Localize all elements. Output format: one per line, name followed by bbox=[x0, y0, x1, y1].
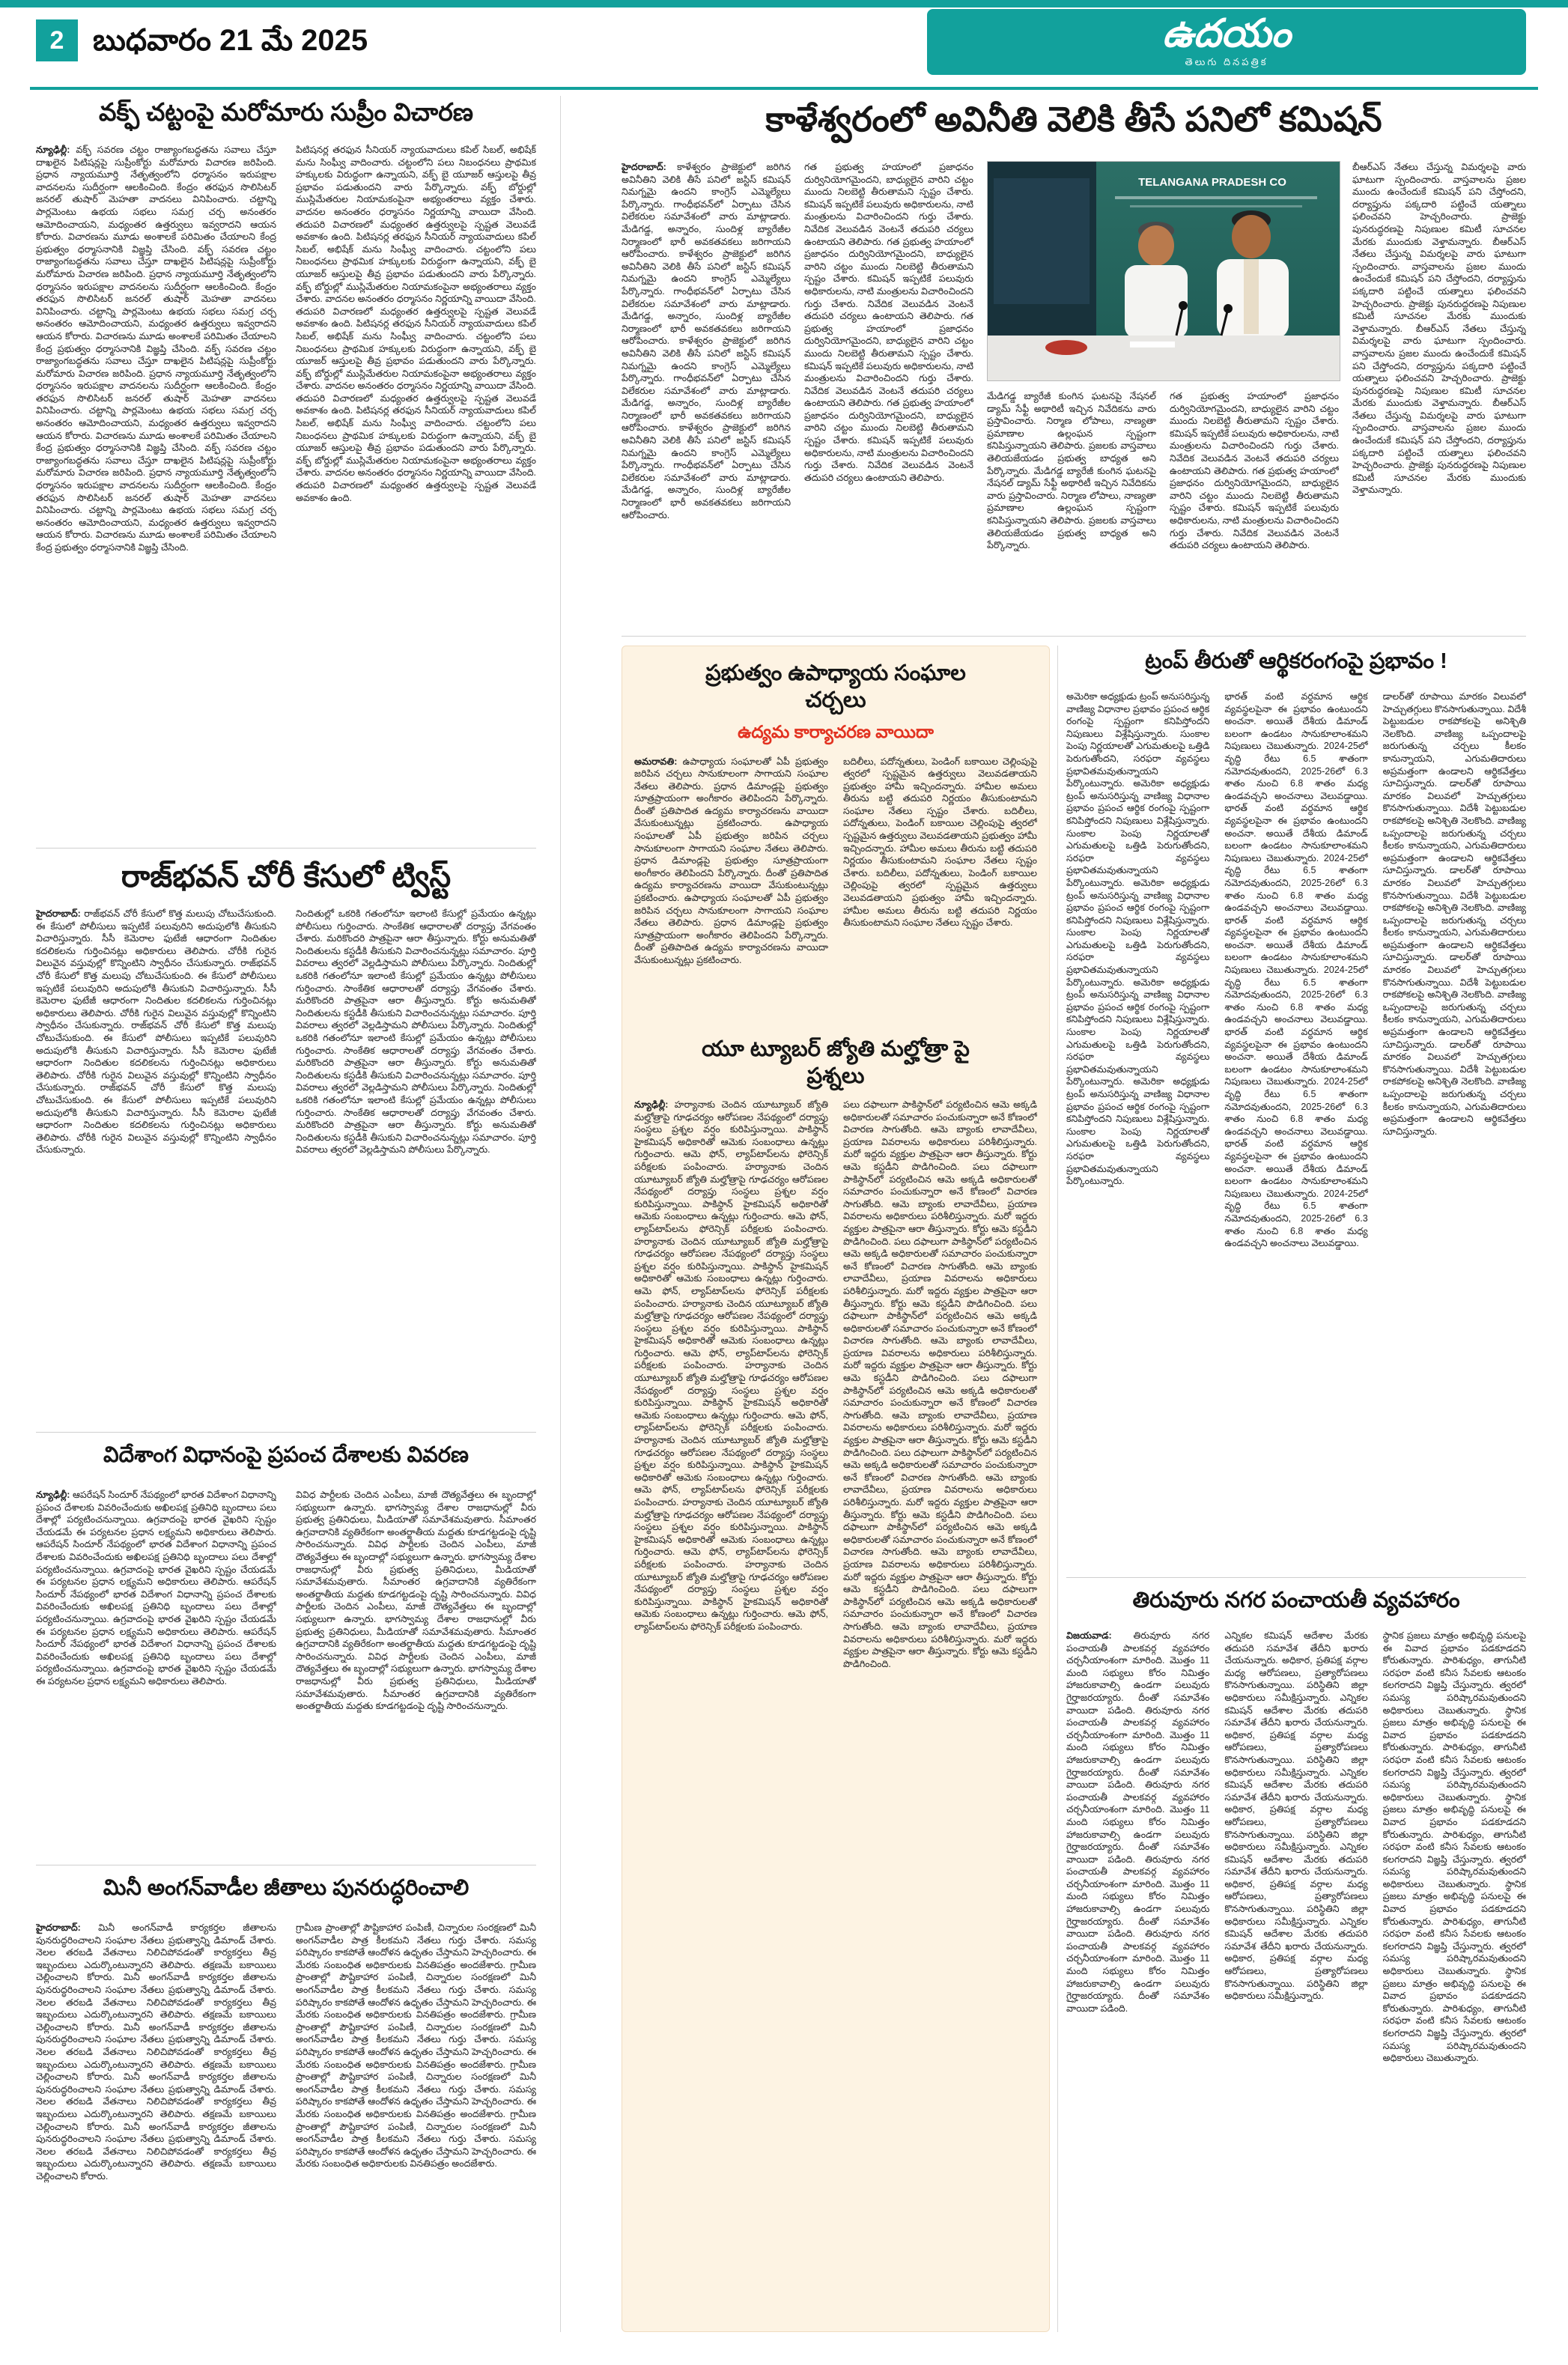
person-left-face bbox=[1138, 225, 1174, 266]
waqf-headline: వక్ఫ్ చట్టంపై మరోమారు సుప్రీం విచారణ bbox=[98, 98, 474, 126]
article-column bbox=[1170, 390, 1339, 627]
article-column bbox=[296, 1489, 536, 1856]
article-column bbox=[1352, 161, 1526, 627]
papers bbox=[1130, 341, 1175, 347]
body-text: వక్ఫ్ సవరణ చట్టం రాజ్యాంగబద్ధతను సవాలు చేస్తూ దాఖలైన పిటిషన్లపై సుప్రీంకోర్టు మరోమారు విచారణ జరిపింది. ప్రధాన న్యాయమూర్తి నేతృత్వంలోని ధర్మాసనం ఇరుపక్షాల వాదనలను సుదీర్ఘంగా ఆలకించింది. కేంద్రం తరఫున సొలిసిటర్ జనరల్ తుషార్ మెహతా వాదనలు వినిపించారు. చట్టాన్ని పార్లమెంటు ఉభయ సభలు సమగ్ర చర్చ అనంతరం ఆమోదించాయని, మధ్యంతర ఉత్తర్వులు ఇవ్వరాదని ఆయన కోరారు. విచారణను మూడు అంశాలకే పరిమితం చేయాలని కేంద్ర ప్రభుత్వం ధర్మాసనానికి విజ్ఞప్తి చేసింది. వక్ఫ్ సవరణ చట్టం రాజ్యాంగబద్ధతను సవాలు చేస్తూ దాఖలైన పిటిషన్లపై సుప్రీంకోర్టు మరోమారు విచారణ జరిపింది. ప్రధాన న్యాయమూర్తి నేతృత్వంలోని ధర్మాసనం ఇరుపక్షాల వాదనలను సుదీర్ఘంగా ఆలకించింది. కేంద్రం తరఫున సొలిసిటర్ జనరల్ తుషార్ మెహతా వాదనలు వినిపించారు. చట్టాన్ని పార్లమెంటు ఉభయ సభలు సమగ్ర చర్చ అనంతరం ఆమోదించాయని, మధ్యంతర ఉత్తర్వులు ఇవ్వరాదని ఆయన కోరారు. విచారణను మూడు అంశాలకే పరిమితం చేయాలని కేంద్ర ప్రభుత్వం ధర్మాసనానికి విజ్ఞప్తి చేసింది. వక్ఫ్ సవరణ చట్టం రాజ్యాంగబద్ధతను సవాలు చేస్తూ దాఖలైన పిటిషన్లపై సుప్రీంకోర్టు మరోమారు విచారణ జరిపింది. ప్రధాన న్యాయమూర్తి నేతృత్వంలోని ధర్మాసనం ఇరుపక్షాల వాదనలను సుదీర్ఘంగా ఆలకించింది. కేంద్రం తరఫున సొలిసిటర్ జనరల్ తుషార్ మెహతా వాదనలు వినిపించారు. చట్టాన్ని పార్లమెంటు ఉభయ సభలు సమగ్ర చర్చ అనంతరం ఆమోదించాయని, మధ్యంతర ఉత్తర్వులు ఇవ్వరాదని ఆయన కోరారు. విచారణను మూడు అంశాలకే పరిమితం చేయాలని కేంద్ర ప్రభుత్వం ధర్మాసనానికి విజ్ఞప్తి చేసింది. వక్ఫ్ సవరణ చట్టం రాజ్యాంగబద్ధతను సవాలు చేస్తూ దాఖలైన పిటిషన్లపై సుప్రీంకోర్టు మరోమారు విచారణ జరిపింది. ప్రధాన న్యాయమూర్తి నేతృత్వంలోని ధర్మాసనం ఇరుపక్షాల వాదనలను సుదీర్ఘంగా ఆలకించింది. కేంద్రం తరఫున సొలిసిటర్ జనరల్ తుషార్ మెహతా వాదనలు వినిపించారు. చట్టాన్ని పార్లమెంటు ఉభయ సభలు సమగ్ర చర్చ అనంతరం ఆమోదించాయని, మధ్యంతర ఉత్తర్వులు ఇవ్వరాదని ఆయన కోరారు. విచారణను మూడు అంశాలకే పరిమితం చేయాలని కేంద్ర ప్రభుత్వం ధర్మాసనానికి విజ్ఞప్తి చేసింది. bbox=[36, 145, 276, 553]
article-column bbox=[1383, 690, 1526, 1568]
article-column bbox=[296, 1922, 536, 2332]
center-panel bbox=[622, 646, 1050, 2332]
article-column bbox=[843, 1099, 1037, 2297]
header-rule bbox=[30, 87, 1538, 90]
body-text: ఎన్నికల కమిషన్ ఆదేశాల మేరకు తదుపరి సమావేశ తేదీని ఖరారు చేయనున్నారు. అధికార, ప్రతిపక్ష వర్గాల మధ్య ఆరోపణలు, ప్రత్యారోపణలు కొనసాగుతున్నాయి. పరిస్థితిని జిల్లా అధికారులు సమీక్షిస్తున్నారు. ఎన్నికల కమిషన్ ఆదేశాల మేరకు తదుపరి సమావేశ తేదీని ఖరారు చేయనున్నారు. అధికార, ప్రతిపక్ష వర్గాల మధ్య ఆరోపణలు, ప్రత్యారోపణలు కొనసాగుతున్నాయి. పరిస్థితిని జిల్లా అధికారులు సమీక్షిస్తున్నారు. ఎన్నికల కమిషన్ ఆదేశాల మేరకు తదుపరి సమావేశ తేదీని ఖరారు చేయనున్నారు. అధికార, ప్రతిపక్ష వర్గాల మధ్య ఆరోపణలు, ప్రత్యారోపణలు కొనసాగుతున్నాయి. పరిస్థితిని జిల్లా అధికారులు సమీక్షిస్తున్నారు. ఎన్నికల కమిషన్ ఆదేశాల మేరకు తదుపరి సమావేశ తేదీని ఖరారు చేయనున్నారు. అధికార, ప్రతిపక్ష వర్గాల మధ్య ఆరోపణలు, ప్రత్యారోపణలు కొనసాగుతున్నాయి. పరిస్థితిని జిల్లా అధికారులు సమీక్షిస్తున్నారు. ఎన్నికల కమిషన్ ఆదేశాల మేరకు తదుపరి సమావేశ తేదీని ఖరారు చేయనున్నారు. అధికార, ప్రతిపక్ష వర్గాల మధ్య ఆరోపణలు, ప్రత్యారోపణలు కొనసాగుతున్నాయి. పరిస్థితిని జిల్లా అధికారులు సమీక్షిస్తున్నారు. bbox=[1224, 1630, 1368, 2002]
article-column bbox=[36, 908, 276, 1423]
divider bbox=[36, 1432, 536, 1433]
kaleswaram-headline: కాళేశ్వరంలో అవినీతి వెలికి తీసే పనిలో కమిషన్ bbox=[765, 100, 1382, 139]
rajbhavan-headline: రాజ్‌భవన్ చోరీ కేసులో ట్విస్ట్ bbox=[121, 859, 452, 893]
article-column bbox=[634, 1099, 828, 2297]
body-text: ఆపరేషన్ సిందూర్ నేపథ్యంలో భారత విదేశాంగ విధానాన్ని ప్రపంచ దేశాలకు వివరించేందుకు అఖిలపక్ష ప్రతినిధి బృందాలు పలు దేశాల్లో పర్యటించనున్నాయి. ఉగ్రవాదంపై భారత వైఖరిని స్పష్టం చేయడమే ఈ పర్యటనల ప్రధాన లక్ష్యమని అధికారులు తెలిపారు. ఆపరేషన్ సిందూర్ నేపథ్యంలో భారత విదేశాంగ విధానాన్ని ప్రపంచ దేశాలకు వివరించేందుకు అఖిలపక్ష ప్రతినిధి బృందాలు పలు దేశాల్లో పర్యటించనున్నాయి. ఉగ్రవాదంపై భారత వైఖరిని స్పష్టం చేయడమే ఈ పర్యటనల ప్రధాన లక్ష్యమని అధికారులు తెలిపారు. ఆపరేషన్ సిందూర్ నేపథ్యంలో భారత విదేశాంగ విధానాన్ని ప్రపంచ దేశాలకు వివరించేందుకు అఖిలపక్ష ప్రతినిధి బృందాలు పలు దేశాల్లో పర్యటించనున్నాయి. ఉగ్రవాదంపై భారత వైఖరిని స్పష్టం చేయడమే ఈ పర్యటనల ప్రధాన లక్ష్యమని అధికారులు తెలిపారు. ఆపరేషన్ సిందూర్ నేపథ్యంలో భారత విదేశాంగ విధానాన్ని ప్రపంచ దేశాలకు వివరించేందుకు అఖిలపక్ష ప్రతినిధి బృందాలు పలు దేశాల్లో పర్యటించనున్నాయి. ఉగ్రవాదంపై భారత వైఖరిని స్పష్టం చేయడమే ఈ పర్యటనల ప్రధాన లక్ష్యమని అధికారులు తెలిపారు. bbox=[36, 1490, 276, 1687]
waqf-article-body bbox=[36, 144, 536, 839]
article-column bbox=[296, 144, 536, 839]
person-right-face bbox=[1232, 215, 1271, 258]
article-column bbox=[1066, 1630, 1209, 2332]
dateline: న్యూఢిల్లీ: bbox=[36, 145, 70, 155]
body-text: హర్యానాకు చెందిన యూట్యూబర్ జ్యోతి మల్హోత్రాపై గూఢచర్యం ఆరోపణల నేపథ్యంలో దర్యాప్తు సంస్థలు ప్రశ్నల వర్షం కురిపిస్తున్నాయి. పాకిస్థాన్ హైకమిషన్ అధికారితో ఆమెకు సంబంధాలు ఉన్నట్లు గుర్తించారు. ఆమె ఫోన్, ల్యాప్‌టాప్‌లను ఫోరెన్సిక్ పరీక్షలకు పంపించారు. హర్యానాకు చెందిన యూట్యూబర్ జ్యోతి మల్హోత్రాపై గూఢచర్యం ఆరోపణల నేపథ్యంలో దర్యాప్తు సంస్థలు ప్రశ్నల వర్షం కురిపిస్తున్నాయి. పాకిస్థాన్ హైకమిషన్ అధికారితో ఆమెకు సంబంధాలు ఉన్నట్లు గుర్తించారు. ఆమె ఫోన్, ల్యాప్‌టాప్‌లను ఫోరెన్సిక్ పరీక్షలకు పంపించారు. హర్యానాకు చెందిన యూట్యూబర్ జ్యోతి మల్హోత్రాపై గూఢచర్యం ఆరోపణల నేపథ్యంలో దర్యాప్తు సంస్థలు ప్రశ్నల వర్షం కురిపిస్తున్నాయి. పాకిస్థాన్ హైకమిషన్ అధికారితో ఆమెకు సంబంధాలు ఉన్నట్లు గుర్తించారు. ఆమె ఫోన్, ల్యాప్‌టాప్‌లను ఫోరెన్సిక్ పరీక్షలకు పంపించారు. హర్యానాకు చెందిన యూట్యూబర్ జ్యోతి మల్హోత్రాపై గూఢచర్యం ఆరోపణల నేపథ్యంలో దర్యాప్తు సంస్థలు ప్రశ్నల వర్షం కురిపిస్తున్నాయి. పాకిస్థాన్ హైకమిషన్ అధికారితో ఆమెకు సంబంధాలు ఉన్నట్లు గుర్తించారు. ఆమె ఫోన్, ల్యాప్‌టాప్‌లను ఫోరెన్సిక్ పరీక్షలకు పంపించారు. హర్యానాకు చెందిన యూట్యూబర్ జ్యోతి మల్హోత్రాపై గూఢచర్యం ఆరోపణల నేపథ్యంలో దర్యాప్తు సంస్థలు ప్రశ్నల వర్షం కురిపిస్తున్నాయి. పాకిస్థాన్ హైకమిషన్ అధికారితో ఆమెకు సంబంధాలు ఉన్నట్లు గుర్తించారు. ఆమె ఫోన్, ల్యాప్‌టాప్‌లను ఫోరెన్సిక్ పరీక్షలకు పంపించారు. హర్యానాకు చెందిన యూట్యూబర్ జ్యోతి మల్హోత్రాపై గూఢచర్యం ఆరోపణల నేపథ్యంలో దర్యాప్తు సంస్థలు ప్రశ్నల వర్షం కురిపిస్తున్నాయి. పాకిస్థాన్ హైకమిషన్ అధికారితో ఆమెకు సంబంధాలు ఉన్నట్లు గుర్తించారు. ఆమె ఫోన్, ల్యాప్‌టాప్‌లను ఫోరెన్సిక్ పరీక్షలకు పంపించారు. హర్యానాకు చెందిన యూట్యూబర్ జ్యోతి మల్హోత్రాపై గూఢచర్యం ఆరోపణల నేపథ్యంలో దర్యాప్తు సంస్థలు ప్రశ్నల వర్షం కురిపిస్తున్నాయి. పాకిస్థాన్ హైకమిషన్ అధికారితో ఆమెకు సంబంధాలు ఉన్నట్లు గుర్తించారు. ఆమె ఫోన్, ల్యాప్‌టాప్‌లను ఫోరెన్సిక్ పరీక్షలకు పంపించారు. హర్యానాకు చెందిన యూట్యూబర్ జ్యోతి మల్హోత్రాపై గూఢచర్యం ఆరోపణల నేపథ్యంలో దర్యాప్తు సంస్థలు ప్రశ్నల వర్షం కురిపిస్తున్నాయి. పాకిస్థాన్ హైకమిషన్ అధికారితో ఆమెకు సంబంధాలు ఉన్నట్లు గుర్తించారు. ఆమె ఫోన్, ల్యాప్‌టాప్‌లను ఫోరెన్సిక్ పరీక్షలకు పంపించారు. bbox=[634, 1099, 828, 1632]
article-column bbox=[987, 390, 1156, 627]
masthead-tagline: తెలుగు దినపత్రిక bbox=[1185, 55, 1268, 67]
body-text: పిటిషనర్ల తరఫున సీనియర్ న్యాయవాదులు కపిల్ సిబల్, అభిషేక్ మను సింఘ్వీ వాదించారు. చట్టంలోని పలు నిబంధనలు ప్రాథమిక హక్కులకు విరుద్ధంగా ఉన్నాయని, వక్ఫ్ బై యూజర్ ఆస్తులపై తీవ్ర ప్రభావం పడుతుందని వారు పేర్కొన్నారు. వక్ఫ్ బోర్డుల్లో ముస్లిమేతరుల నియామకంపైనా అభ్యంతరాలు వ్యక్తం చేశారు. వాదనల అనంతరం ధర్మాసనం నిర్ణయాన్ని వాయిదా వేసింది. తదుపరి విచారణలో మధ్యంతర ఉత్తర్వులపై స్పష్టత వెలువడే అవకాశం ఉంది. పిటిషనర్ల తరఫున సీనియర్ న్యాయవాదులు కపిల్ సిబల్, అభిషేక్ మను సింఘ్వీ వాదించారు. చట్టంలోని పలు నిబంధనలు ప్రాథమిక హక్కులకు విరుద్ధంగా ఉన్నాయని, వక్ఫ్ బై యూజర్ ఆస్తులపై తీవ్ర ప్రభావం పడుతుందని వారు పేర్కొన్నారు. వక్ఫ్ బోర్డుల్లో ముస్లిమేతరుల నియామకంపైనా అభ్యంతరాలు వ్యక్తం చేశారు. వాదనల అనంతరం ధర్మాసనం నిర్ణయాన్ని వాయిదా వేసింది. తదుపరి విచారణలో మధ్యంతర ఉత్తర్వులపై స్పష్టత వెలువడే అవకాశం ఉంది. పిటిషనర్ల తరఫున సీనియర్ న్యాయవాదులు కపిల్ సిబల్, అభిషేక్ మను సింఘ్వీ వాదించారు. చట్టంలోని పలు నిబంధనలు ప్రాథమిక హక్కులకు విరుద్ధంగా ఉన్నాయని, వక్ఫ్ బై యూజర్ ఆస్తులపై తీవ్ర ప్రభావం పడుతుందని వారు పేర్కొన్నారు. వక్ఫ్ బోర్డుల్లో ముస్లిమేతరుల నియామకంపైనా అభ్యంతరాలు వ్యక్తం చేశారు. వాదనల అనంతరం ధర్మాసనం నిర్ణయాన్ని వాయిదా వేసింది. తదుపరి విచారణలో మధ్యంతర ఉత్తర్వులపై స్పష్టత వెలువడే అవకాశం ఉంది. పిటిషనర్ల తరఫున సీనియర్ న్యాయవాదులు కపిల్ సిబల్, అభిషేక్ మను సింఘ్వీ వాదించారు. చట్టంలోని పలు నిబంధనలు ప్రాథమిక హక్కులకు విరుద్ధంగా ఉన్నాయని, వక్ఫ్ బై యూజర్ ఆస్తులపై తీవ్ర ప్రభావం పడుతుందని వారు పేర్కొన్నారు. వక్ఫ్ బోర్డుల్లో ముస్లిమేతరుల నియామకంపైనా అభ్యంతరాలు వ్యక్తం చేశారు. వాదనల అనంతరం ధర్మాసనం నిర్ణయాన్ని వాయిదా వేసింది. తదుపరి విచారణలో మధ్యంతర ఉత్తర్వులపై స్పష్టత వెలువడే అవకాశం ఉంది. bbox=[296, 145, 536, 503]
flowers bbox=[1045, 340, 1087, 355]
body-text: స్థానిక ప్రజలు మాత్రం అభివృద్ధి పనులపై ఈ వివాద ప్రభావం పడకూడదని కోరుతున్నారు. పారిశుధ్యం, తాగునీటి సరఫరా వంటి కనీస సేవలకు ఆటంకం కలగరాదని విజ్ఞప్తి చేస్తున్నారు. త్వరలో సమస్య పరిష్కారమవుతుందని అధికారులు చెబుతున్నారు. స్థానిక ప్రజలు మాత్రం అభివృద్ధి పనులపై ఈ వివాద ప్రభావం పడకూడదని కోరుతున్నారు. పారిశుధ్యం, తాగునీటి సరఫరా వంటి కనీస సేవలకు ఆటంకం కలగరాదని విజ్ఞప్తి చేస్తున్నారు. త్వరలో సమస్య పరిష్కారమవుతుందని అధికారులు చెబుతున్నారు. స్థానిక ప్రజలు మాత్రం అభివృద్ధి పనులపై ఈ వివాద ప్రభావం పడకూడదని కోరుతున్నారు. పారిశుధ్యం, తాగునీటి సరఫరా వంటి కనీస సేవలకు ఆటంకం కలగరాదని విజ్ఞప్తి చేస్తున్నారు. త్వరలో సమస్య పరిష్కారమవుతుందని అధికారులు చెబుతున్నారు. స్థానిక ప్రజలు మాత్రం అభివృద్ధి పనులపై ఈ వివాద ప్రభావం పడకూడదని కోరుతున్నారు. పారిశుధ్యం, తాగునీటి సరఫరా వంటి కనీస సేవలకు ఆటంకం కలగరాదని విజ్ఞప్తి చేస్తున్నారు. త్వరలో సమస్య పరిష్కారమవుతుందని అధికారులు చెబుతున్నారు. స్థానిక ప్రజలు మాత్రం అభివృద్ధి పనులపై ఈ వివాద ప్రభావం పడకూడదని కోరుతున్నారు. పారిశుధ్యం, తాగునీటి సరఫరా వంటి కనీస సేవలకు ఆటంకం కలగరాదని విజ్ఞప్తి చేస్తున్నారు. త్వరలో సమస్య పరిష్కారమవుతుందని అధికారులు చెబుతున్నారు. bbox=[1382, 1630, 1526, 2064]
teachers-subhead: ఉద్యమ కార్యాచరణ వాయిదా bbox=[738, 721, 934, 741]
body-text: భారత్ వంటి వర్ధమాన ఆర్థిక వ్యవస్థలపైనా ఈ ప్రభావం ఉంటుందని అంచనా. అయితే దేశీయ డిమాండ్ బలంగా ఉండటం సానుకూలాంశమని నిపుణులు చెబుతున్నారు. 2024-25లో వృద్ధి రేటు 6.5 శాతంగా నమోదవుతుందని, 2025-26లో 6.3 శాతం నుంచి 6.8 శాతం మధ్య ఉండవచ్చని అంచనాలు వెలువడ్డాయి. భారత్ వంటి వర్ధమాన ఆర్థిక వ్యవస్థలపైనా ఈ ప్రభావం ఉంటుందని అంచనా. అయితే దేశీయ డిమాండ్ బలంగా ఉండటం సానుకూలాంశమని నిపుణులు చెబుతున్నారు. 2024-25లో వృద్ధి రేటు 6.5 శాతంగా నమోదవుతుందని, 2025-26లో 6.3 శాతం నుంచి 6.8 శాతం మధ్య ఉండవచ్చని అంచనాలు వెలువడ్డాయి. భారత్ వంటి వర్ధమాన ఆర్థిక వ్యవస్థలపైనా ఈ ప్రభావం ఉంటుందని అంచనా. అయితే దేశీయ డిమాండ్ బలంగా ఉండటం సానుకూలాంశమని నిపుణులు చెబుతున్నారు. 2024-25లో వృద్ధి రేటు 6.5 శాతంగా నమోదవుతుందని, 2025-26లో 6.3 శాతం నుంచి 6.8 శాతం మధ్య ఉండవచ్చని అంచనాలు వెలువడ్డాయి. భారత్ వంటి వర్ధమాన ఆర్థిక వ్యవస్థలపైనా ఈ ప్రభావం ఉంటుందని అంచనా. అయితే దేశీయ డిమాండ్ బలంగా ఉండటం సానుకూలాంశమని నిపుణులు చెబుతున్నారు. 2024-25లో వృద్ధి రేటు 6.5 శాతంగా నమోదవుతుందని, 2025-26లో 6.3 శాతం నుంచి 6.8 శాతం మధ్య ఉండవచ్చని అంచనాలు వెలువడ్డాయి. భారత్ వంటి వర్ధమాన ఆర్థిక వ్యవస్థలపైనా ఈ ప్రభావం ఉంటుందని అంచనా. అయితే దేశీయ డిమాండ్ బలంగా ఉండటం సానుకూలాంశమని నిపుణులు చెబుతున్నారు. 2024-25లో వృద్ధి రేటు 6.5 శాతంగా నమోదవుతుందని, 2025-26లో 6.3 శాతం నుంచి 6.8 శాతం మధ్య ఉండవచ్చని అంచనాలు వెలువడ్డాయి. bbox=[1224, 691, 1368, 1249]
body-text: పలు దఫాలుగా పాకిస్థాన్‌లో పర్యటించిన ఆమె అక్కడి అధికారులతో సమాచారం పంచుకున్నారా అనే కోణంలో విచారణ సాగుతోంది. ఆమె బ్యాంకు లావాదేవీలు, ప్రయాణ వివరాలను అధికారులు పరిశీలిస్తున్నారు. మరో ఇద్దరు వ్యక్తుల పాత్రపైనా ఆరా తీస్తున్నారు. కోర్టు ఆమె కస్టడీని పొడిగించింది. పలు దఫాలుగా పాకిస్థాన్‌లో పర్యటించిన ఆమె అక్కడి అధికారులతో సమాచారం పంచుకున్నారా అనే కోణంలో విచారణ సాగుతోంది. ఆమె బ్యాంకు లావాదేవీలు, ప్రయాణ వివరాలను అధికారులు పరిశీలిస్తున్నారు. మరో ఇద్దరు వ్యక్తుల పాత్రపైనా ఆరా తీస్తున్నారు. కోర్టు ఆమె కస్టడీని పొడిగించింది. పలు దఫాలుగా పాకిస్థాన్‌లో పర్యటించిన ఆమె అక్కడి అధికారులతో సమాచారం పంచుకున్నారా అనే కోణంలో విచారణ సాగుతోంది. ఆమె బ్యాంకు లావాదేవీలు, ప్రయాణ వివరాలను అధికారులు పరిశీలిస్తున్నారు. మరో ఇద్దరు వ్యక్తుల పాత్రపైనా ఆరా తీస్తున్నారు. కోర్టు ఆమె కస్టడీని పొడిగించింది. పలు దఫాలుగా పాకిస్థాన్‌లో పర్యటించిన ఆమె అక్కడి అధికారులతో సమాచారం పంచుకున్నారా అనే కోణంలో విచారణ సాగుతోంది. ఆమె బ్యాంకు లావాదేవీలు, ప్రయాణ వివరాలను అధికారులు పరిశీలిస్తున్నారు. మరో ఇద్దరు వ్యక్తుల పాత్రపైనా ఆరా తీస్తున్నారు. కోర్టు ఆమె కస్టడీని పొడిగించింది. పలు దఫాలుగా పాకిస్థాన్‌లో పర్యటించిన ఆమె అక్కడి అధికారులతో సమాచారం పంచుకున్నారా అనే కోణంలో విచారణ సాగుతోంది. ఆమె బ్యాంకు లావాదేవీలు, ప్రయాణ వివరాలను అధికారులు పరిశీలిస్తున్నారు. మరో ఇద్దరు వ్యక్తుల పాత్రపైనా ఆరా తీస్తున్నారు. కోర్టు ఆమె కస్టడీని పొడిగించింది. పలు దఫాలుగా పాకిస్థాన్‌లో పర్యటించిన ఆమె అక్కడి అధికారులతో సమాచారం పంచుకున్నారా అనే కోణంలో విచారణ సాగుతోంది. ఆమె బ్యాంకు లావాదేవీలు, ప్రయాణ వివరాలను అధికారులు పరిశీలిస్తున్నారు. మరో ఇద్దరు వ్యక్తుల పాత్రపైనా ఆరా తీస్తున్నారు. కోర్టు ఆమె కస్టడీని పొడిగించింది. పలు దఫాలుగా పాకిస్థాన్‌లో పర్యటించిన ఆమె అక్కడి అధికారులతో సమాచారం పంచుకున్నారా అనే కోణంలో విచారణ సాగుతోంది. ఆమె బ్యాంకు లావాదేవీలు, ప్రయాణ వివరాలను అధికారులు పరిశీలిస్తున్నారు. మరో ఇద్దరు వ్యక్తుల పాత్రపైనా ఆరా తీస్తున్నారు. కోర్టు ఆమె కస్టడీని పొడిగించింది. పలు దఫాలుగా పాకిస్థాన్‌లో పర్యటించిన ఆమె అక్కడి అధికారులతో సమాచారం పంచుకున్నారా అనే కోణంలో విచారణ సాగుతోంది. ఆమె బ్యాంకు లావాదేవీలు, ప్రయాణ వివరాలను అధికారులు పరిశీలిస్తున్నారు. మరో ఇద్దరు వ్యక్తుల పాత్రపైనా ఆరా తీస్తున్నారు. కోర్టు ఆమె కస్టడీని పొడిగించింది. bbox=[843, 1099, 1037, 1669]
divider bbox=[622, 636, 1526, 637]
tiruvuru-article-body bbox=[1066, 1630, 1526, 2332]
article-column bbox=[634, 756, 828, 1019]
article-column bbox=[804, 161, 973, 627]
teachers-headline: ప్రభుత్వం ఉపాధ్యాయ సంఘాల చర్చలు bbox=[705, 661, 966, 713]
body-text: కాళేశ్వరం ప్రాజెక్టులో జరిగిన అవినీతిని వెలికి తీసే పనిలో జస్టిస్ కమిషన్ నిమగ్నమై ఉందని కాంగ్రెస్ ఎమ్మెల్యేలు పేర్కొన్నారు. గాంధీభవన్‌లో ఏర్పాటు చేసిన విలేకరుల సమావేశంలో వారు మాట్లాడారు. మేడిగడ్డ, అన్నారం, సుందిళ్ల బ్యారేజీల నిర్మాణంలో భారీ అవకతవకలు జరిగాయని ఆరోపించారు. కాళేశ్వరం ప్రాజెక్టులో జరిగిన అవినీతిని వెలికి తీసే పనిలో జస్టిస్ కమిషన్ నిమగ్నమై ఉందని కాంగ్రెస్ ఎమ్మెల్యేలు పేర్కొన్నారు. గాంధీభవన్‌లో ఏర్పాటు చేసిన విలేకరుల సమావేశంలో వారు మాట్లాడారు. మేడిగడ్డ, అన్నారం, సుందిళ్ల బ్యారేజీల నిర్మాణంలో భారీ అవకతవకలు జరిగాయని ఆరోపించారు. కాళేశ్వరం ప్రాజెక్టులో జరిగిన అవినీతిని వెలికి తీసే పనిలో జస్టిస్ కమిషన్ నిమగ్నమై ఉందని కాంగ్రెస్ ఎమ్మెల్యేలు పేర్కొన్నారు. గాంధీభవన్‌లో ఏర్పాటు చేసిన విలేకరుల సమావేశంలో వారు మాట్లాడారు. మేడిగడ్డ, అన్నారం, సుందిళ్ల బ్యారేజీల నిర్మాణంలో భారీ అవకతవకలు జరిగాయని ఆరోపించారు. కాళేశ్వరం ప్రాజెక్టులో జరిగిన అవినీతిని వెలికి తీసే పనిలో జస్టిస్ కమిషన్ నిమగ్నమై ఉందని కాంగ్రెస్ ఎమ్మెల్యేలు పేర్కొన్నారు. గాంధీభవన్‌లో ఏర్పాటు చేసిన విలేకరుల సమావేశంలో వారు మాట్లాడారు. మేడిగడ్డ, అన్నారం, సుందిళ్ల బ్యారేజీల నిర్మాణంలో భారీ అవకతవకలు జరిగాయని ఆరోపించారు. bbox=[622, 162, 791, 520]
edition-date: బుధవారం 21 మే 2025 bbox=[93, 24, 368, 57]
body-text: బీఆర్ఎస్ నేతలు చేస్తున్న విమర్శలపై వారు ఘాటుగా స్పందించారు. వాస్తవాలను ప్రజల ముందు ఉంచేందుకే కమిషన్ పని చేస్తోందని, దర్యాప్తును పక్కదారి పట్టించే యత్నాలు ఫలించవని హెచ్చరించారు. ప్రాజెక్టు పునరుద్ధరణపై నిపుణుల కమిటీ సూచనల మేరకు ముందుకు వెళ్తామన్నారు. బీఆర్ఎస్ నేతలు చేస్తున్న విమర్శలపై వారు ఘాటుగా స్పందించారు. వాస్తవాలను ప్రజల ముందు ఉంచేందుకే కమిషన్ పని చేస్తోందని, దర్యాప్తును పక్కదారి పట్టించే యత్నాలు ఫలించవని హెచ్చరించారు. ప్రాజెక్టు పునరుద్ధరణపై నిపుణుల కమిటీ సూచనల మేరకు ముందుకు వెళ్తామన్నారు. బీఆర్ఎస్ నేతలు చేస్తున్న విమర్శలపై వారు ఘాటుగా స్పందించారు. వాస్తవాలను ప్రజల ముందు ఉంచేందుకే కమిషన్ పని చేస్తోందని, దర్యాప్తును పక్కదారి పట్టించే యత్నాలు ఫలించవని హెచ్చరించారు. ప్రాజెక్టు పునరుద్ధరణపై నిపుణుల కమిటీ సూచనల మేరకు ముందుకు వెళ్తామన్నారు. బీఆర్ఎస్ నేతలు చేస్తున్న విమర్శలపై వారు ఘాటుగా స్పందించారు. వాస్తవాలను ప్రజల ముందు ఉంచేందుకే కమిషన్ పని చేస్తోందని, దర్యాప్తును పక్కదారి పట్టించే యత్నాలు ఫలించవని హెచ్చరించారు. ప్రాజెక్టు పునరుద్ధరణపై నిపుణుల కమిటీ సూచనల మేరకు ముందుకు వెళ్తామన్నారు. bbox=[1352, 162, 1526, 496]
foreign-policy-article-body bbox=[36, 1489, 536, 1856]
body-text: నిందితుల్లో ఒకరికి గతంలోనూ ఇలాంటి కేసుల్లో ప్రమేయం ఉన్నట్లు పోలీసులు గుర్తించారు. సాంకేతిక ఆధారాలతో దర్యాప్తు వేగవంతం చేశారు. మరికొందరి పాత్రపైనా ఆరా తీస్తున్నారు. కోర్టు అనుమతితో నిందితులను కస్టడీకి తీసుకుని విచారించనున్నట్లు సమాచారం. పూర్తి వివరాలు త్వరలో వెల్లడిస్తామని పోలీసులు పేర్కొన్నారు. నిందితుల్లో ఒకరికి గతంలోనూ ఇలాంటి కేసుల్లో ప్రమేయం ఉన్నట్లు పోలీసులు గుర్తించారు. సాంకేతిక ఆధారాలతో దర్యాప్తు వేగవంతం చేశారు. మరికొందరి పాత్రపైనా ఆరా తీస్తున్నారు. కోర్టు అనుమతితో నిందితులను కస్టడీకి తీసుకుని విచారించనున్నట్లు సమాచారం. పూర్తి వివరాలు త్వరలో వెల్లడిస్తామని పోలీసులు పేర్కొన్నారు. నిందితుల్లో ఒకరికి గతంలోనూ ఇలాంటి కేసుల్లో ప్రమేయం ఉన్నట్లు పోలీసులు గుర్తించారు. సాంకేతిక ఆధారాలతో దర్యాప్తు వేగవంతం చేశారు. మరికొందరి పాత్రపైనా ఆరా తీస్తున్నారు. కోర్టు అనుమతితో నిందితులను కస్టడీకి తీసుకుని విచారించనున్నట్లు సమాచారం. పూర్తి వివరాలు త్వరలో వెల్లడిస్తామని పోలీసులు పేర్కొన్నారు. నిందితుల్లో ఒకరికి గతంలోనూ ఇలాంటి కేసుల్లో ప్రమేయం ఉన్నట్లు పోలీసులు గుర్తించారు. సాంకేతిక ఆధారాలతో దర్యాప్తు వేగవంతం చేశారు. మరికొందరి పాత్రపైనా ఆరా తీస్తున్నారు. కోర్టు అనుమతితో నిందితులను కస్టడీకి తీసుకుని విచారించనున్నట్లు సమాచారం. పూర్తి వివరాలు త్వరలో వెల్లడిస్తామని పోలీసులు పేర్కొన్నారు. bbox=[296, 908, 536, 1156]
article-column bbox=[296, 908, 536, 1423]
body-text: తిరువూరు నగర పంచాయతీ పాలకవర్గ వ్యవహారం చర్చనీయాంశంగా మారింది. మొత్తం 11 మంది సభ్యులు కోరం నిమిత్తం హాజరుకావాల్సి ఉండగా పలువురు గైర్హాజరయ్యారు. దీంతో సమావేశం వాయిదా పడింది. తిరువూరు నగర పంచాయతీ పాలకవర్గ వ్యవహారం చర్చనీయాంశంగా మారింది. మొత్తం 11 మంది సభ్యులు కోరం నిమిత్తం హాజరుకావాల్సి ఉండగా పలువురు గైర్హాజరయ్యారు. దీంతో సమావేశం వాయిదా పడింది. తిరువూరు నగర పంచాయతీ పాలకవర్గ వ్యవహారం చర్చనీయాంశంగా మారింది. మొత్తం 11 మంది సభ్యులు కోరం నిమిత్తం హాజరుకావాల్సి ఉండగా పలువురు గైర్హాజరయ్యారు. దీంతో సమావేశం వాయిదా పడింది. తిరువూరు నగర పంచాయతీ పాలకవర్గ వ్యవహారం చర్చనీయాంశంగా మారింది. మొత్తం 11 మంది సభ్యులు కోరం నిమిత్తం హాజరుకావాల్సి ఉండగా పలువురు గైర్హాజరయ్యారు. దీంతో సమావేశం వాయిదా పడింది. తిరువూరు నగర పంచాయతీ పాలకవర్గ వ్యవహారం చర్చనీయాంశంగా మారింది. మొత్తం 11 మంది సభ్యులు కోరం నిమిత్తం హాజరుకావాల్సి ఉండగా పలువురు గైర్హాజరయ్యారు. దీంతో సమావేశం వాయిదా పడింది. bbox=[1066, 1630, 1210, 2014]
person-right-scarf bbox=[1244, 259, 1259, 334]
body-text: బదిలీలు, పదోన్నతులు, పెండింగ్ బకాయిల చెల్లింపుపై త్వరలో స్పష్టమైన ఉత్తర్వులు వెలువడతాయని ప్రభుత్వం హామీ ఇచ్చిందన్నారు. హామీల అమలు తీరును బట్టి తదుపరి నిర్ణయం తీసుకుంటామని సంఘాల నేతలు స్పష్టం చేశారు. బదిలీలు, పదోన్నతులు, పెండింగ్ బకాయిల చెల్లింపుపై త్వరలో స్పష్టమైన ఉత్తర్వులు వెలువడతాయని ప్రభుత్వం హామీ ఇచ్చిందన్నారు. హామీల అమలు తీరును బట్టి తదుపరి నిర్ణయం తీసుకుంటామని సంఘాల నేతలు స్పష్టం చేశారు. బదిలీలు, పదోన్నతులు, పెండింగ్ బకాయిల చెల్లింపుపై త్వరలో స్పష్టమైన ఉత్తర్వులు వెలువడతాయని ప్రభుత్వం హామీ ఇచ్చిందన్నారు. హామీల అమలు తీరును బట్టి తదుపరి నిర్ణయం తీసుకుంటామని సంఘాల నేతలు స్పష్టం చేశారు. bbox=[843, 756, 1037, 929]
page-number: 2 bbox=[49, 25, 64, 55]
divider bbox=[1057, 646, 1058, 2332]
divider bbox=[560, 96, 561, 2332]
body-text: రాజ్‌భవన్ చోరీ కేసులో కొత్త మలుపు చోటుచేసుకుంది. ఈ కేసులో పోలీసులు ఇప్పటికే పలువురిని అదుపులోకి తీసుకుని విచారిస్తున్నారు. సీసీ కెమెరాల ఫుటేజీ ఆధారంగా నిందితుల కదలికలను గుర్తించినట్లు అధికారులు తెలిపారు. చోరీకి గురైన విలువైన వస్తువుల్లో కొన్నింటిని స్వాధీనం చేసుకున్నారు. రాజ్‌భవన్ చోరీ కేసులో కొత్త మలుపు చోటుచేసుకుంది. ఈ కేసులో పోలీసులు ఇప్పటికే పలువురిని అదుపులోకి తీసుకుని విచారిస్తున్నారు. సీసీ కెమెరాల ఫుటేజీ ఆధారంగా నిందితుల కదలికలను గుర్తించినట్లు అధికారులు తెలిపారు. చోరీకి గురైన విలువైన వస్తువుల్లో కొన్నింటిని స్వాధీనం చేసుకున్నారు. రాజ్‌భవన్ చోరీ కేసులో కొత్త మలుపు చోటుచేసుకుంది. ఈ కేసులో పోలీసులు ఇప్పటికే పలువురిని అదుపులోకి తీసుకుని విచారిస్తున్నారు. సీసీ కెమెరాల ఫుటేజీ ఆధారంగా నిందితుల కదలికలను గుర్తించినట్లు అధికారులు తెలిపారు. చోరీకి గురైన విలువైన వస్తువుల్లో కొన్నింటిని స్వాధీనం చేసుకున్నారు. రాజ్‌భవన్ చోరీ కేసులో కొత్త మలుపు చోటుచేసుకుంది. ఈ కేసులో పోలీసులు ఇప్పటికే పలువురిని అదుపులోకి తీసుకుని విచారిస్తున్నారు. సీసీ కెమెరాల ఫుటేజీ ఆధారంగా నిందితుల కదలికలను గుర్తించినట్లు అధికారులు తెలిపారు. చోరీకి గురైన విలువైన వస్తువుల్లో కొన్నింటిని స్వాధీనం చేసుకున్నారు. bbox=[36, 908, 276, 1156]
microphone bbox=[1224, 304, 1233, 313]
top-border bbox=[0, 0, 1568, 7]
banner-text: TELANGANA PRADESH CO bbox=[1138, 176, 1286, 189]
body-text: మేడిగడ్డ బ్యారేజీ కుంగిన ఘటనపై నేషనల్ డ్యామ్ సేఫ్టీ అథారిటీ ఇచ్చిన నివేదికను వారు ప్రస్తావించారు. నిర్మాణ లోపాలు, నాణ్యతా ప్రమాణాల ఉల్లంఘన స్పష్టంగా కనిపిస్తున్నాయని తెలిపారు. ప్రజలకు వాస్తవాలు తెలియజేయడం ప్రభుత్వ బాధ్యత అని పేర్కొన్నారు. మేడిగడ్డ బ్యారేజీ కుంగిన ఘటనపై నేషనల్ డ్యామ్ సేఫ్టీ అథారిటీ ఇచ్చిన నివేదికను వారు ప్రస్తావించారు. నిర్మాణ లోపాలు, నాణ్యతా ప్రమాణాల ఉల్లంఘన స్పష్టంగా కనిపిస్తున్నాయని తెలిపారు. ప్రజలకు వాస్తవాలు తెలియజేయడం ప్రభుత్వ బాధ్యత అని పేర్కొన్నారు. bbox=[987, 391, 1156, 551]
body-text: గత ప్రభుత్వ హయాంలో ప్రజాధనం దుర్వినియోగమైందని, బాధ్యులైన వారిని చట్టం ముందు నిలబెట్టి తీరుతామని స్పష్టం చేశారు. కమిషన్ ఇప్పటికే పలువురు అధికారులను, నాటి మంత్రులను విచారించిందని గుర్తు చేశారు. నివేదిక వెలువడిన వెంటనే తదుపరి చర్యలు ఉంటాయని తెలిపారు. గత ప్రభుత్వ హయాంలో ప్రజాధనం దుర్వినియోగమైందని, బాధ్యులైన వారిని చట్టం ముందు నిలబెట్టి తీరుతామని స్పష్టం చేశారు. కమిషన్ ఇప్పటికే పలువురు అధికారులను, నాటి మంత్రులను విచారించిందని గుర్తు చేశారు. నివేదిక వెలువడిన వెంటనే తదుపరి చర్యలు ఉంటాయని తెలిపారు. గత ప్రభుత్వ హయాంలో ప్రజాధనం దుర్వినియోగమైందని, బాధ్యులైన వారిని చట్టం ముందు నిలబెట్టి తీరుతామని స్పష్టం చేశారు. కమిషన్ ఇప్పటికే పలువురు అధికారులను, నాటి మంత్రులను విచారించిందని గుర్తు చేశారు. నివేదిక వెలువడిన వెంటనే తదుపరి చర్యలు ఉంటాయని తెలిపారు. గత ప్రభుత్వ హయాంలో ప్రజాధనం దుర్వినియోగమైందని, బాధ్యులైన వారిని చట్టం ముందు నిలబెట్టి తీరుతామని స్పష్టం చేశారు. కమిషన్ ఇప్పటికే పలువురు అధికారులను, నాటి మంత్రులను విచారించిందని గుర్తు చేశారు. నివేదిక వెలువడిన వెంటనే తదుపరి చర్యలు ఉంటాయని తెలిపారు. bbox=[804, 162, 973, 483]
teachers-article-body bbox=[634, 756, 1037, 1019]
anganwadi-article-body bbox=[36, 1922, 536, 2332]
body-text: మినీ అంగన్‌వాడీ కార్యకర్తల జీతాలను పునరుద్ధరించాలని సంఘాల నేతలు ప్రభుత్వాన్ని డిమాండ్ చేశారు. నెలల తరబడి వేతనాలు నిలిచిపోవడంతో కార్యకర్తలు తీవ్ర ఇబ్బందులు ఎదుర్కొంటున్నారని తెలిపారు. తక్షణమే బకాయిలు చెల్లించాలని కోరారు. మినీ అంగన్‌వాడీ కార్యకర్తల జీతాలను పునరుద్ధరించాలని సంఘాల నేతలు ప్రభుత్వాన్ని డిమాండ్ చేశారు. నెలల తరబడి వేతనాలు నిలిచిపోవడంతో కార్యకర్తలు తీవ్ర ఇబ్బందులు ఎదుర్కొంటున్నారని తెలిపారు. తక్షణమే బకాయిలు చెల్లించాలని కోరారు. మినీ అంగన్‌వాడీ కార్యకర్తల జీతాలను పునరుద్ధరించాలని సంఘాల నేతలు ప్రభుత్వాన్ని డిమాండ్ చేశారు. నెలల తరబడి వేతనాలు నిలిచిపోవడంతో కార్యకర్తలు తీవ్ర ఇబ్బందులు ఎదుర్కొంటున్నారని తెలిపారు. తక్షణమే బకాయిలు చెల్లించాలని కోరారు. మినీ అంగన్‌వాడీ కార్యకర్తల జీతాలను పునరుద్ధరించాలని సంఘాల నేతలు ప్రభుత్వాన్ని డిమాండ్ చేశారు. నెలల తరబడి వేతనాలు నిలిచిపోవడంతో కార్యకర్తలు తీవ్ర ఇబ్బందులు ఎదుర్కొంటున్నారని తెలిపారు. తక్షణమే బకాయిలు చెల్లించాలని కోరారు. మినీ అంగన్‌వాడీ కార్యకర్తల జీతాలను పునరుద్ధరించాలని సంఘాల నేతలు ప్రభుత్వాన్ని డిమాండ్ చేశారు. నెలల తరబడి వేతనాలు నిలిచిపోవడంతో కార్యకర్తలు తీవ్ర ఇబ్బందులు ఎదుర్కొంటున్నారని తెలిపారు. తక్షణమే బకాయిలు చెల్లించాలని కోరారు. bbox=[36, 1922, 276, 2182]
article-column bbox=[622, 161, 791, 627]
body-text: డాలర్‌తో రూపాయి మారకం విలువలో హెచ్చుతగ్గులు కొనసాగుతున్నాయి. విదేశీ పెట్టుబడుల రాకపోకలపై అనిశ్చితి నెలకొంది. వాణిజ్య ఒప్పందాలపై జరుగుతున్న చర్చలు కీలకం కానున్నాయని, ఎగుమతిదారులు అప్రమత్తంగా ఉండాలని ఆర్థికవేత్తలు సూచిస్తున్నారు. డాలర్‌తో రూపాయి మారకం విలువలో హెచ్చుతగ్గులు కొనసాగుతున్నాయి. విదేశీ పెట్టుబడుల రాకపోకలపై అనిశ్చితి నెలకొంది. వాణిజ్య ఒప్పందాలపై జరుగుతున్న చర్చలు కీలకం కానున్నాయని, ఎగుమతిదారులు అప్రమత్తంగా ఉండాలని ఆర్థికవేత్తలు సూచిస్తున్నారు. డాలర్‌తో రూపాయి మారకం విలువలో హెచ్చుతగ్గులు కొనసాగుతున్నాయి. విదేశీ పెట్టుబడుల రాకపోకలపై అనిశ్చితి నెలకొంది. వాణిజ్య ఒప్పందాలపై జరుగుతున్న చర్చలు కీలకం కానున్నాయని, ఎగుమతిదారులు అప్రమత్తంగా ఉండాలని ఆర్థికవేత్తలు సూచిస్తున్నారు. డాలర్‌తో రూపాయి మారకం విలువలో హెచ్చుతగ్గులు కొనసాగుతున్నాయి. విదేశీ పెట్టుబడుల రాకపోకలపై అనిశ్చితి నెలకొంది. వాణిజ్య ఒప్పందాలపై జరుగుతున్న చర్చలు కీలకం కానున్నాయని, ఎగుమతిదారులు అప్రమత్తంగా ఉండాలని ఆర్థికవేత్తలు సూచిస్తున్నారు. డాలర్‌తో రూపాయి మారకం విలువలో హెచ్చుతగ్గులు కొనసాగుతున్నాయి. విదేశీ పెట్టుబడుల రాకపోకలపై అనిశ్చితి నెలకొంది. వాణిజ్య ఒప్పందాలపై జరుగుతున్న చర్చలు కీలకం కానున్నాయని, ఎగుమతిదారులు అప్రమత్తంగా ఉండాలని ఆర్థికవేత్తలు సూచిస్తున్నారు. bbox=[1382, 691, 1526, 1137]
dateline: అమరావతి: bbox=[634, 756, 678, 767]
body-text: ఉపాధ్యాయ సంఘాలతో ఏపీ ప్రభుత్వం జరిపిన చర్చలు సానుకూలంగా సాగాయని సంఘాల నేతలు తెలిపారు. ప్రధాన డిమాండ్లపై ప్రభుత్వం సూత్రప్రాయంగా అంగీకారం తెలిపిందని పేర్కొన్నారు. దీంతో ప్రతిపాదిత ఉద్యమ కార్యాచరణను వాయిదా వేసుకుంటున్నట్లు ప్రకటించారు. ఉపాధ్యాయ సంఘాలతో ఏపీ ప్రభుత్వం జరిపిన చర్చలు సానుకూలంగా సాగాయని సంఘాల నేతలు తెలిపారు. ప్రధాన డిమాండ్లపై ప్రభుత్వం సూత్రప్రాయంగా అంగీకారం తెలిపిందని పేర్కొన్నారు. దీంతో ప్రతిపాదిత ఉద్యమ కార్యాచరణను వాయిదా వేసుకుంటున్నట్లు ప్రకటించారు. ఉపాధ్యాయ సంఘాలతో ఏపీ ప్రభుత్వం జరిపిన చర్చలు సానుకూలంగా సాగాయని సంఘాల నేతలు తెలిపారు. ప్రధాన డిమాండ్లపై ప్రభుత్వం సూత్రప్రాయంగా అంగీకారం తెలిపిందని పేర్కొన్నారు. దీంతో ప్రతిపాదిత ఉద్యమ కార్యాచరణను వాయిదా వేసుకుంటున్నట్లు ప్రకటించారు. bbox=[634, 756, 828, 965]
body-text: అమెరికా అధ్యక్షుడు ట్రంప్ అనుసరిస్తున్న వాణిజ్య విధానాల ప్రభావం ప్రపంచ ఆర్థిక రంగంపై స్పష్టంగా కనిపిస్తోందని నిపుణులు విశ్లేషిస్తున్నారు. సుంకాల పెంపు నిర్ణయాలతో ఎగుమతులపై ఒత్తిడి పెరుగుతోందని, సరఫరా వ్యవస్థలు ప్రభావితమవుతున్నాయని పేర్కొంటున్నారు. అమెరికా అధ్యక్షుడు ట్రంప్ అనుసరిస్తున్న వాణిజ్య విధానాల ప్రభావం ప్రపంచ ఆర్థిక రంగంపై స్పష్టంగా కనిపిస్తోందని నిపుణులు విశ్లేషిస్తున్నారు. సుంకాల పెంపు నిర్ణయాలతో ఎగుమతులపై ఒత్తిడి పెరుగుతోందని, సరఫరా వ్యవస్థలు ప్రభావితమవుతున్నాయని పేర్కొంటున్నారు. అమెరికా అధ్యక్షుడు ట్రంప్ అనుసరిస్తున్న వాణిజ్య విధానాల ప్రభావం ప్రపంచ ఆర్థిక రంగంపై స్పష్టంగా కనిపిస్తోందని నిపుణులు విశ్లేషిస్తున్నారు. సుంకాల పెంపు నిర్ణయాలతో ఎగుమతులపై ఒత్తిడి పెరుగుతోందని, సరఫరా వ్యవస్థలు ప్రభావితమవుతున్నాయని పేర్కొంటున్నారు. అమెరికా అధ్యక్షుడు ట్రంప్ అనుసరిస్తున్న వాణిజ్య విధానాల ప్రభావం ప్రపంచ ఆర్థిక రంగంపై స్పష్టంగా కనిపిస్తోందని నిపుణులు విశ్లేషిస్తున్నారు. సుంకాల పెంపు నిర్ణయాలతో ఎగుమతులపై ఒత్తిడి పెరుగుతోందని, సరఫరా వ్యవస్థలు ప్రభావితమవుతున్నాయని పేర్కొంటున్నారు. అమెరికా అధ్యక్షుడు ట్రంప్ అనుసరిస్తున్న వాణిజ్య విధానాల ప్రభావం ప్రపంచ ఆర్థిక రంగంపై స్పష్టంగా కనిపిస్తోందని నిపుణులు విశ్లేషిస్తున్నారు. సుంకాల పెంపు నిర్ణయాలతో ఎగుమతులపై ఒత్తిడి పెరుగుతోందని, సరఫరా వ్యవస్థలు ప్రభావితమవుతున్నాయని పేర్కొంటున్నారు. bbox=[1066, 691, 1210, 1187]
article-column bbox=[1066, 690, 1209, 1568]
masthead bbox=[927, 9, 1526, 75]
body-text: గత ప్రభుత్వ హయాంలో ప్రజాధనం దుర్వినియోగమైందని, బాధ్యులైన వారిని చట్టం ముందు నిలబెట్టి తీరుతామని స్పష్టం చేశారు. కమిషన్ ఇప్పటికే పలువురు అధికారులను, నాటి మంత్రులను విచారించిందని గుర్తు చేశారు. నివేదిక వెలువడిన వెంటనే తదుపరి చర్యలు ఉంటాయని తెలిపారు. గత ప్రభుత్వ హయాంలో ప్రజాధనం దుర్వినియోగమైందని, బాధ్యులైన వారిని చట్టం ముందు నిలబెట్టి తీరుతామని స్పష్టం చేశారు. కమిషన్ ఇప్పటికే పలువురు అధికారులను, నాటి మంత్రులను విచారించిందని గుర్తు చేశారు. నివేదిక వెలువడిన వెంటనే తదుపరి చర్యలు ఉంటాయని తెలిపారు. bbox=[1170, 391, 1339, 551]
article-column bbox=[1224, 690, 1367, 1568]
press-conference-illustration bbox=[988, 162, 1340, 380]
dateline: న్యూఢిల్లీ: bbox=[36, 1490, 70, 1500]
article-column bbox=[36, 1489, 276, 1856]
dateline: హైదరాబాద్: bbox=[36, 1922, 81, 1933]
trump-headline: ట్రంప్ తీరుతో ఆర్థికరంగంపై ప్రభావం ! bbox=[1145, 649, 1447, 673]
article-column bbox=[36, 144, 276, 839]
article-column bbox=[843, 756, 1037, 1019]
tiruvuru-headline: తిరువూరు నగర పంచాయతీ వ్యవహారం bbox=[1132, 1588, 1460, 1612]
press-conference-photo bbox=[987, 161, 1340, 381]
page-number-badge bbox=[36, 19, 78, 61]
foreign-policy-headline: విదేశాంగ విధానంపై ప్రపంచ దేశాలకు వివరణ bbox=[103, 1443, 469, 1467]
divider bbox=[1066, 1577, 1526, 1578]
body-text: గ్రామీణ ప్రాంతాల్లో పౌష్టికాహార పంపిణీ, చిన్నారుల సంరక్షణలో మినీ అంగన్‌వాడీల పాత్ర కీలకమని నేతలు గుర్తు చేశారు. సమస్య పరిష్కారం కాకపోతే ఆందోళన ఉధృతం చేస్తామని హెచ్చరించారు. ఈ మేరకు సంబంధిత అధికారులకు వినతిపత్రం అందజేశారు. గ్రామీణ ప్రాంతాల్లో పౌష్టికాహార పంపిణీ, చిన్నారుల సంరక్షణలో మినీ అంగన్‌వాడీల పాత్ర కీలకమని నేతలు గుర్తు చేశారు. సమస్య పరిష్కారం కాకపోతే ఆందోళన ఉధృతం చేస్తామని హెచ్చరించారు. ఈ మేరకు సంబంధిత అధికారులకు వినతిపత్రం అందజేశారు. గ్రామీణ ప్రాంతాల్లో పౌష్టికాహార పంపిణీ, చిన్నారుల సంరక్షణలో మినీ అంగన్‌వాడీల పాత్ర కీలకమని నేతలు గుర్తు చేశారు. సమస్య పరిష్కారం కాకపోతే ఆందోళన ఉధృతం చేస్తామని హెచ్చరించారు. ఈ మేరకు సంబంధిత అధికారులకు వినతిపత్రం అందజేశారు. గ్రామీణ ప్రాంతాల్లో పౌష్టికాహార పంపిణీ, చిన్నారుల సంరక్షణలో మినీ అంగన్‌వాడీల పాత్ర కీలకమని నేతలు గుర్తు చేశారు. సమస్య పరిష్కారం కాకపోతే ఆందోళన ఉధృతం చేస్తామని హెచ్చరించారు. ఈ మేరకు సంబంధిత అధికారులకు వినతిపత్రం అందజేశారు. గ్రామీణ ప్రాంతాల్లో పౌష్టికాహార పంపిణీ, చిన్నారుల సంరక్షణలో మినీ అంగన్‌వాడీల పాత్ర కీలకమని నేతలు గుర్తు చేశారు. సమస్య పరిష్కారం కాకపోతే ఆందోళన ఉధృతం చేస్తామని హెచ్చరించారు. ఈ మేరకు సంబంధిత అధికారులకు వినతిపత్రం అందజేశారు. bbox=[296, 1922, 536, 2170]
body-text: వివిధ పార్టీలకు చెందిన ఎంపీలు, మాజీ దౌత్యవేత్తలు ఈ బృందాల్లో సభ్యులుగా ఉన్నారు. భాగస్వామ్య దేశాల రాజధానుల్లో వీరు ప్రభుత్వ ప్రతినిధులు, మీడియాతో సమావేశమవుతారు. సీమాంతర ఉగ్రవాదానికి వ్యతిరేకంగా అంతర్జాతీయ మద్దతు కూడగట్టడంపై దృష్టి సారించనున్నారు. వివిధ పార్టీలకు చెందిన ఎంపీలు, మాజీ దౌత్యవేత్తలు ఈ బృందాల్లో సభ్యులుగా ఉన్నారు. భాగస్వామ్య దేశాల రాజధానుల్లో వీరు ప్రభుత్వ ప్రతినిధులు, మీడియాతో సమావేశమవుతారు. సీమాంతర ఉగ్రవాదానికి వ్యతిరేకంగా అంతర్జాతీయ మద్దతు కూడగట్టడంపై దృష్టి సారించనున్నారు. వివిధ పార్టీలకు చెందిన ఎంపీలు, మాజీ దౌత్యవేత్తలు ఈ బృందాల్లో సభ్యులుగా ఉన్నారు. భాగస్వామ్య దేశాల రాజధానుల్లో వీరు ప్రభుత్వ ప్రతినిధులు, మీడియాతో సమావేశమవుతారు. సీమాంతర ఉగ్రవాదానికి వ్యతిరేకంగా అంతర్జాతీయ మద్దతు కూడగట్టడంపై దృష్టి సారించనున్నారు. వివిధ పార్టీలకు చెందిన ఎంపీలు, మాజీ దౌత్యవేత్తలు ఈ బృందాల్లో సభ్యులుగా ఉన్నారు. భాగస్వామ్య దేశాల రాజధానుల్లో వీరు ప్రభుత్వ ప్రతినిధులు, మీడియాతో సమావేశమవుతారు. సీమాంతర ఉగ్రవాదానికి వ్యతిరేకంగా అంతర్జాతీయ మద్దతు కూడగట్టడంపై దృష్టి సారించనున్నారు. bbox=[296, 1490, 536, 1712]
rajbhavan-article-body bbox=[36, 908, 536, 1423]
masthead-logo: ఉదయం bbox=[1162, 12, 1291, 56]
article-column bbox=[1383, 1630, 1526, 2332]
dateline: హైదరాబాద్: bbox=[622, 162, 666, 172]
dateline: విజయవాడ: bbox=[1066, 1630, 1112, 1641]
youtuber-article-body bbox=[634, 1099, 1037, 2297]
anganwadi-headline: మినీ అంగన్‌వాడీల జీతాలు పునరుద్ధరించాలి bbox=[103, 1876, 470, 1900]
article-column bbox=[1224, 1630, 1367, 2332]
youtuber-headline: యూ ట్యూబర్ జ్యోతి మల్హోత్రా పై ప్రశ్నలు bbox=[702, 1036, 970, 1088]
dateline: న్యూఢిల్లీ: bbox=[634, 1099, 669, 1110]
microphone bbox=[1179, 301, 1188, 310]
article-column bbox=[36, 1922, 276, 2332]
trump-article-body bbox=[1066, 690, 1526, 1568]
dateline: హైదరాబాద్: bbox=[36, 908, 81, 919]
